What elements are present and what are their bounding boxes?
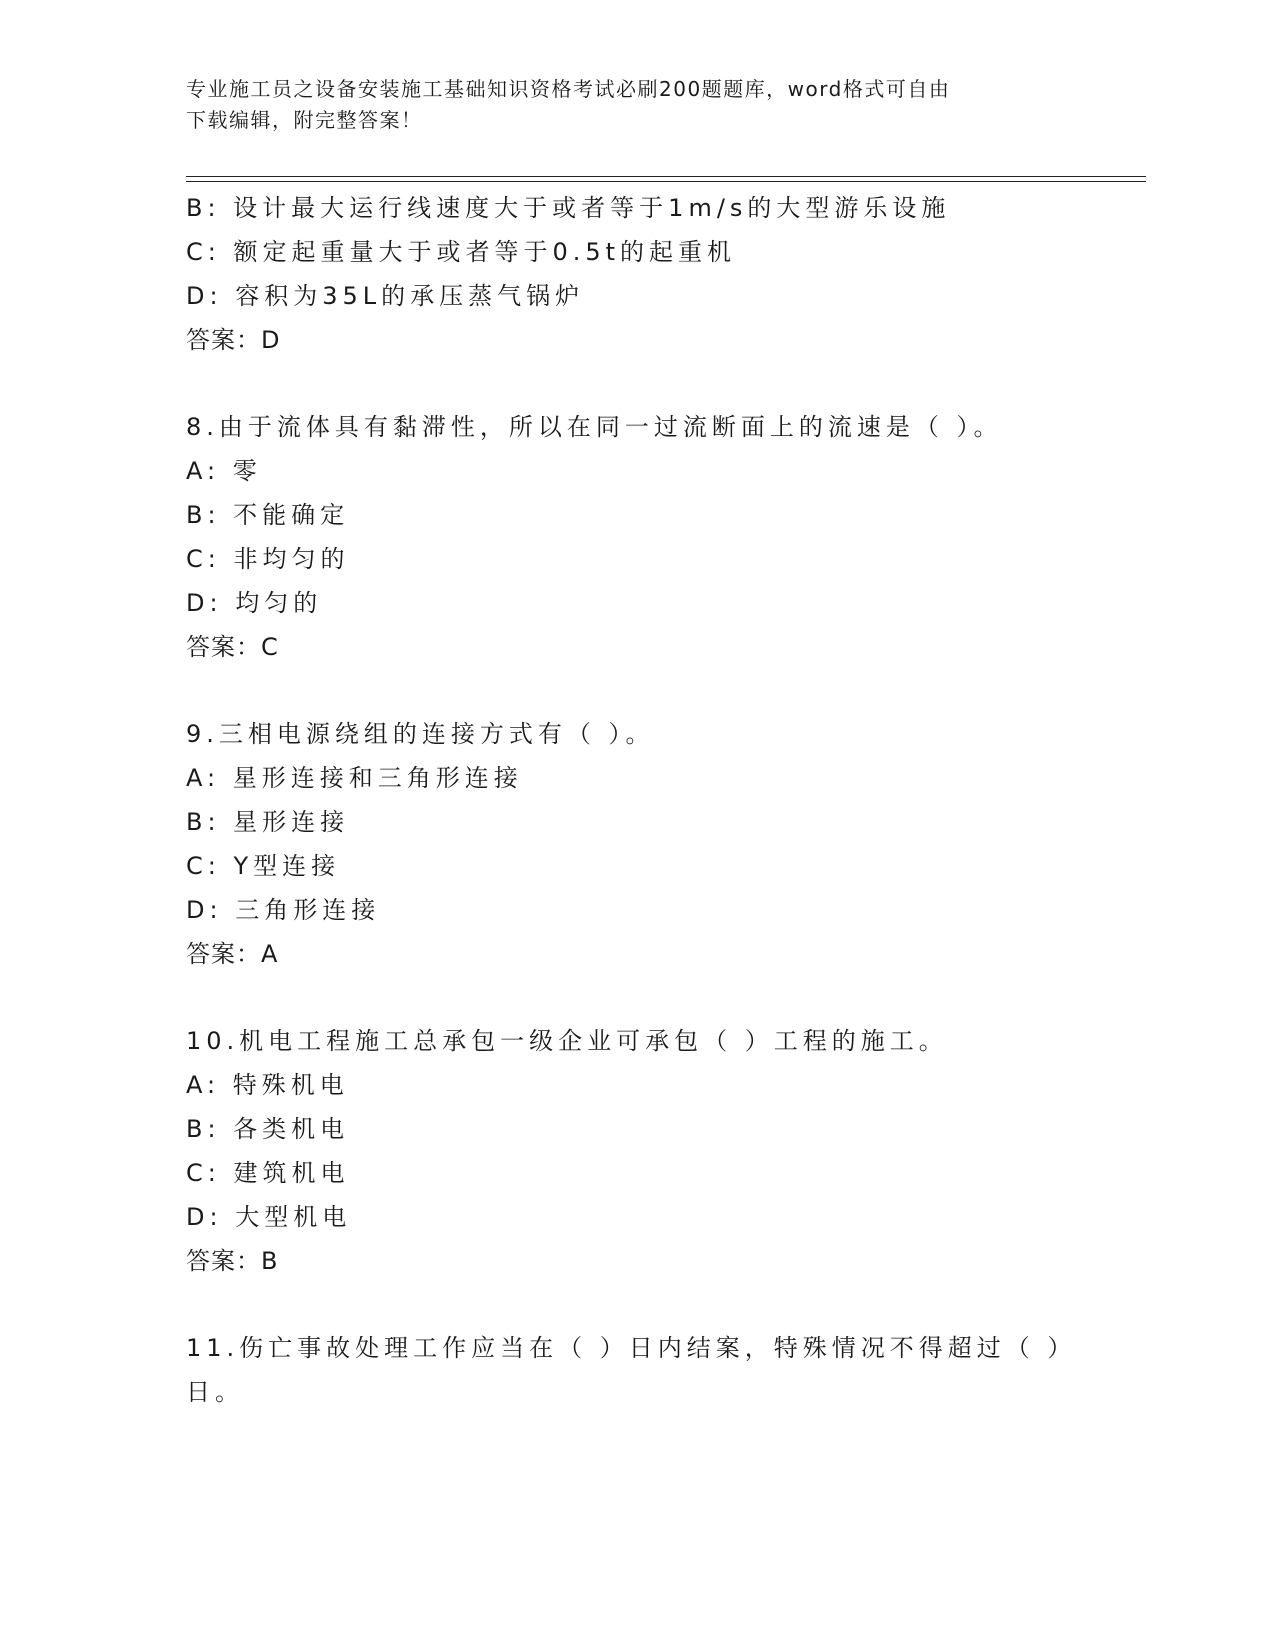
q9-option-b: B: 星形连接 [186, 808, 350, 836]
q9-option-a: A: 星形连接和三角形连接 [186, 764, 523, 792]
header-title-line2: 下载编辑，附完整答案！ [186, 108, 423, 132]
q7-answer: 答案：D [186, 326, 281, 354]
document-header [186, 74, 1066, 136]
q7-option-b: B: 设计最大运行线速度大于或者等于1m/s的大型游乐设施 [186, 194, 951, 222]
q10-answer: 答案：B [186, 1247, 279, 1275]
q11-question-line1: 11.伤亡事故处理工作应当在（ ）日内结案，特殊情况不得超过（ ） [186, 1334, 1077, 1362]
q8-option-a: A: 零 [186, 457, 262, 485]
q10-option-d: D: 大型机电 [186, 1203, 352, 1231]
q9-answer: 答案：A [186, 940, 279, 968]
q7-option-c: C: 额定起重量大于或者等于0.5t的起重机 [186, 238, 737, 266]
q8-option-d: D: 均匀的 [186, 589, 323, 617]
q9-question: 9.三相电源绕组的连接方式有（ ）。 [186, 720, 655, 748]
q10-option-c: C: 建筑机电 [186, 1159, 350, 1187]
q11-question-line2: 日。 [186, 1378, 244, 1406]
q8-question: 8.由于流体具有黏滞性，所以在同一过流断面上的流速是（ ）。 [186, 413, 1003, 441]
q8-answer: 答案：C [186, 633, 279, 661]
q8-option-b: B: 不能确定 [186, 501, 350, 529]
q9-option-d: D: 三角形连接 [186, 896, 381, 924]
q10-option-b: B: 各类机电 [186, 1115, 350, 1143]
q9-option-c: C: Y型连接 [186, 852, 341, 880]
q10-option-a: A: 特殊机电 [186, 1071, 349, 1099]
header-divider-bottom [186, 181, 1146, 182]
q7-option-d: D: 容积为35L的承压蒸气锅炉 [186, 282, 585, 310]
header-divider-top [186, 176, 1146, 177]
q10-question: 10.机电工程施工总承包一级企业可承包（ ）工程的施工。 [186, 1027, 948, 1055]
q8-option-c: C: 非均匀的 [186, 545, 350, 573]
header-title-line1: 专业施工员之设备安装施工基础知识资格考试必刷200题题库，word格式可自由 [186, 77, 951, 101]
